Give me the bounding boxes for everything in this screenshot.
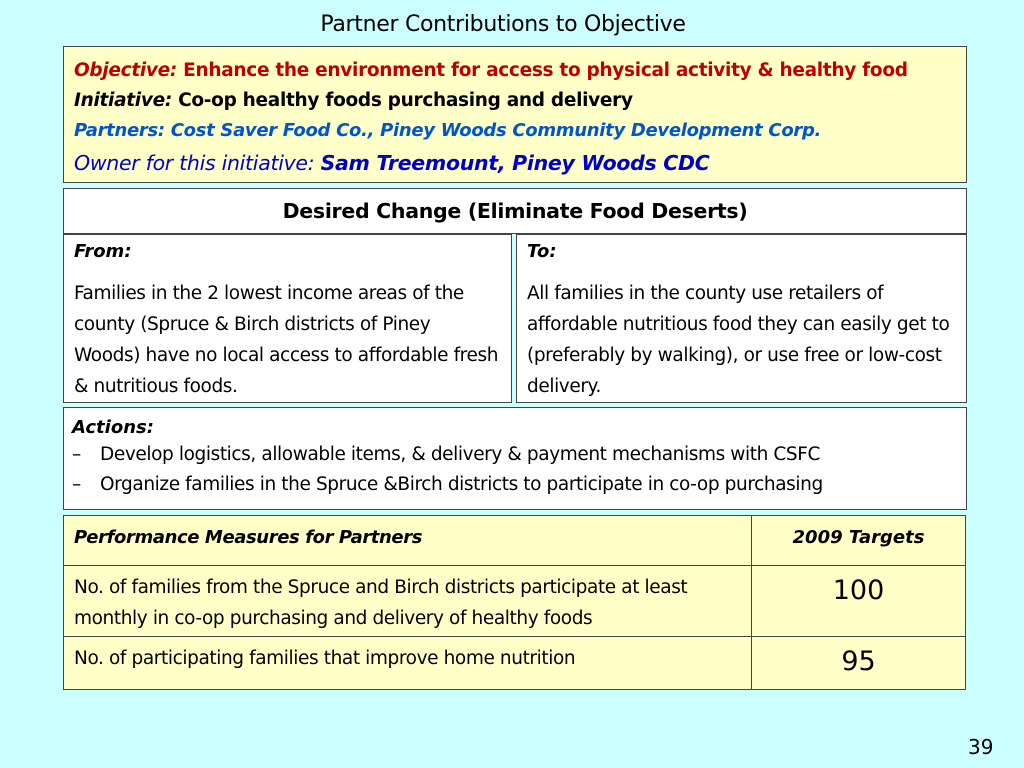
bullet-dash: –	[72, 474, 81, 495]
to-text: All families in the county use retailers of affordable nutritious food they can easily get to (preferably by walking), or use free or low-cost delivery.	[527, 283, 950, 397]
to-label: To:	[527, 241, 557, 262]
objective-box	[63, 46, 967, 183]
owner-label: Owner for this initiative:	[74, 151, 315, 175]
to-box	[516, 234, 967, 403]
table-header-row	[64, 516, 965, 566]
measure-cell: No. of participating families that improve home nutrition	[64, 637, 752, 689]
table-row	[64, 566, 965, 637]
page-number: 39	[968, 735, 994, 759]
initiative-text: Co-op healthy foods purchasing and delivery	[171, 90, 633, 111]
performance-table	[63, 515, 966, 690]
actions-label: Actions:	[72, 417, 154, 438]
measure-header: Performance Measures for Partners	[64, 516, 752, 565]
initiative-line	[74, 86, 956, 116]
slide-title: Partner Contributions to Objective	[320, 12, 686, 37]
from-text: Families in the 2 lowest income areas of the county (Spruce & Birch districts of Piney Woods) have no local access to affordable fresh & nutritious foods.	[74, 283, 499, 397]
actions-box	[63, 407, 967, 510]
partners-line: Partners: Cost Saver Food Co., Piney Woods Community Development Corp.	[74, 120, 822, 141]
measure-cell: No. of families from the Spruce and Birch districts participate at least monthly in co-op purchasing and delivery of healthy foods	[64, 566, 752, 636]
target-header: 2009 Targets	[792, 527, 925, 548]
action-item	[72, 440, 956, 470]
target-cell: 100	[832, 575, 885, 606]
from-box	[63, 234, 512, 403]
objective-line	[74, 56, 956, 86]
objective-label: Objective:	[74, 60, 178, 81]
owner-line	[74, 146, 956, 180]
desired-change-heading: Desired Change (Eliminate Food Deserts)	[63, 188, 967, 234]
bullet-dash: –	[72, 444, 81, 465]
owner-name: Sam Treemount, Piney Woods CDC	[320, 151, 710, 175]
from-label: From:	[74, 241, 132, 262]
action-text: Develop logistics, allowable items, & delivery & payment mechanisms with CSFC	[100, 444, 821, 465]
action-item	[72, 470, 956, 500]
target-cell: 95	[841, 646, 876, 677]
table-row	[64, 637, 965, 689]
action-text: Organize families in the Spruce &Birch districts to participate in co-op purchasing	[100, 474, 823, 495]
objective-text: Enhance the environment for access to physical activity & healthy food	[177, 60, 908, 81]
initiative-label: Initiative:	[74, 90, 172, 111]
